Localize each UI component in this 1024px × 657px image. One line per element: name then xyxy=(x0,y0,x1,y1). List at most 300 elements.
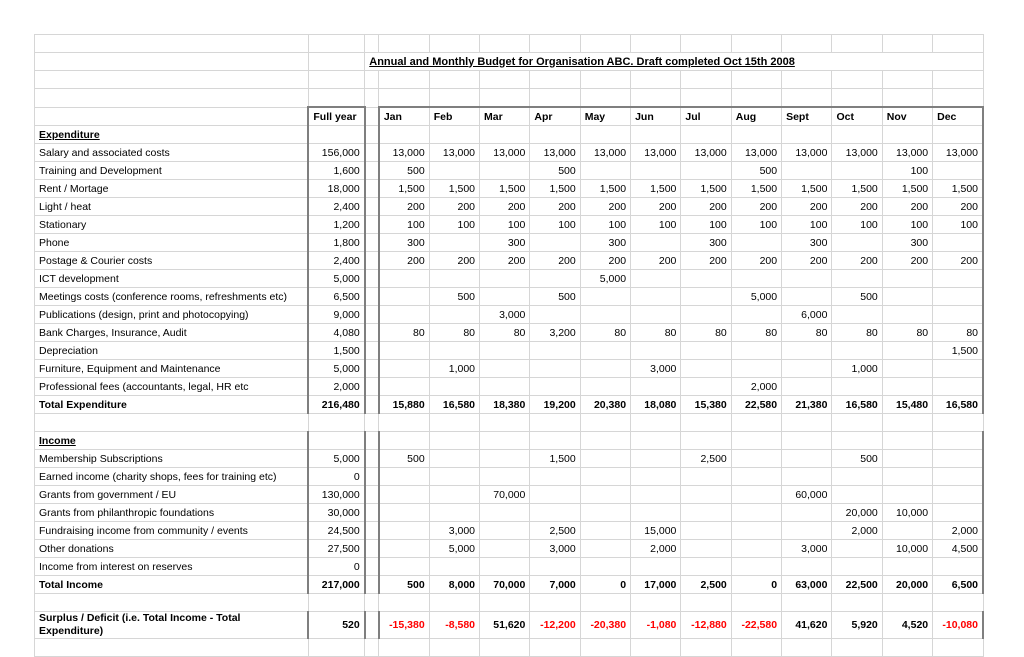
empty-cell[interactable] xyxy=(631,89,681,108)
row-month-value[interactable] xyxy=(933,162,983,180)
row-month-value[interactable] xyxy=(782,450,832,468)
row-label[interactable]: Phone xyxy=(35,234,309,252)
row-month-value[interactable] xyxy=(933,450,983,468)
row-month-value[interactable] xyxy=(933,504,983,522)
row-month-value[interactable] xyxy=(832,468,882,486)
row-month-value[interactable]: 3,000 xyxy=(631,360,681,378)
empty-cell[interactable] xyxy=(308,89,364,108)
row-month-value[interactable]: 13,000 xyxy=(782,144,832,162)
row-month-value[interactable] xyxy=(530,468,580,486)
empty-cell[interactable] xyxy=(832,126,882,144)
empty-cell[interactable] xyxy=(933,126,983,144)
total-expenditure-month-value[interactable]: 21,380 xyxy=(782,396,832,414)
row-month-value[interactable]: 1,500 xyxy=(933,342,983,360)
empty-cell[interactable] xyxy=(308,639,364,657)
empty-cell[interactable] xyxy=(933,71,983,89)
row-full-year-value[interactable]: 18,000 xyxy=(308,180,364,198)
row-month-value[interactable] xyxy=(631,468,681,486)
empty-cell[interactable] xyxy=(832,432,882,450)
empty-cell[interactable] xyxy=(933,594,983,612)
row-month-value[interactable] xyxy=(882,270,932,288)
row-month-value[interactable] xyxy=(631,558,681,576)
row-month-value[interactable]: 100 xyxy=(480,216,530,234)
empty-cell[interactable] xyxy=(580,89,630,108)
empty-cell[interactable] xyxy=(580,35,630,53)
row-month-value[interactable]: 80 xyxy=(882,324,932,342)
row-month-value[interactable]: 1,500 xyxy=(379,180,429,198)
row-label[interactable]: Income from interest on reserves xyxy=(35,558,309,576)
row-month-value[interactable]: 2,000 xyxy=(933,522,983,540)
row-month-value[interactable] xyxy=(530,306,580,324)
row-month-value[interactable]: 15,000 xyxy=(631,522,681,540)
row-label[interactable]: Furniture, Equipment and Maintenance xyxy=(35,360,309,378)
row-month-value[interactable] xyxy=(480,270,530,288)
row-label[interactable]: Stationary xyxy=(35,216,309,234)
row-month-value[interactable]: 100 xyxy=(832,216,882,234)
surplus-month-value[interactable]: -20,380 xyxy=(580,612,630,639)
row-month-value[interactable]: 2,000 xyxy=(631,540,681,558)
empty-cell[interactable] xyxy=(681,71,731,89)
empty-cell[interactable] xyxy=(35,594,309,612)
row-full-year-value[interactable]: 2,400 xyxy=(308,198,364,216)
row-month-value[interactable]: 3,000 xyxy=(530,540,580,558)
row-month-value[interactable] xyxy=(882,360,932,378)
empty-cell[interactable] xyxy=(882,639,932,657)
row-month-value[interactable]: 200 xyxy=(832,252,882,270)
empty-cell[interactable] xyxy=(35,53,309,71)
row-month-value[interactable]: 100 xyxy=(882,216,932,234)
empty-cell[interactable] xyxy=(35,414,309,432)
row-month-value[interactable] xyxy=(379,306,429,324)
row-month-value[interactable] xyxy=(429,378,479,396)
empty-cell[interactable] xyxy=(631,594,681,612)
row-month-value[interactable] xyxy=(480,450,530,468)
row-month-value[interactable] xyxy=(882,486,932,504)
empty-cell[interactable] xyxy=(429,126,479,144)
row-month-value[interactable] xyxy=(530,270,580,288)
row-month-value[interactable] xyxy=(429,234,479,252)
row-month-value[interactable] xyxy=(580,486,630,504)
row-month-value[interactable] xyxy=(379,522,429,540)
row-month-value[interactable] xyxy=(681,306,731,324)
row-month-value[interactable] xyxy=(631,378,681,396)
row-month-value[interactable]: 200 xyxy=(480,252,530,270)
row-month-value[interactable] xyxy=(882,468,932,486)
row-full-year-value[interactable]: 27,500 xyxy=(308,540,364,558)
row-month-value[interactable] xyxy=(480,558,530,576)
row-month-value[interactable] xyxy=(782,468,832,486)
row-month-value[interactable] xyxy=(480,360,530,378)
empty-cell[interactable] xyxy=(782,89,832,108)
row-full-year-value[interactable]: 2,400 xyxy=(308,252,364,270)
empty-cell[interactable] xyxy=(480,432,530,450)
row-month-value[interactable]: 200 xyxy=(882,252,932,270)
row-month-value[interactable]: 13,000 xyxy=(832,144,882,162)
row-label[interactable]: Professional fees (accountants, legal, HR etc xyxy=(35,378,309,396)
row-month-value[interactable] xyxy=(379,288,429,306)
total-income-month-value[interactable]: 8,000 xyxy=(429,576,479,594)
empty-cell[interactable] xyxy=(530,432,580,450)
row-month-value[interactable]: 10,000 xyxy=(882,540,932,558)
row-month-value[interactable]: 200 xyxy=(933,252,983,270)
row-full-year-value[interactable]: 1,600 xyxy=(308,162,364,180)
row-label[interactable]: Light / heat xyxy=(35,198,309,216)
row-month-value[interactable] xyxy=(379,558,429,576)
row-month-value[interactable] xyxy=(832,306,882,324)
row-month-value[interactable]: 200 xyxy=(429,252,479,270)
empty-cell[interactable] xyxy=(580,594,630,612)
row-month-value[interactable] xyxy=(832,162,882,180)
row-month-value[interactable]: 4,500 xyxy=(933,540,983,558)
row-month-value[interactable] xyxy=(832,234,882,252)
row-month-value[interactable]: 80 xyxy=(832,324,882,342)
row-month-value[interactable] xyxy=(580,162,630,180)
surplus-month-value[interactable]: -22,580 xyxy=(731,612,781,639)
empty-cell[interactable] xyxy=(631,432,681,450)
surplus-month-value[interactable]: -12,200 xyxy=(530,612,580,639)
row-month-value[interactable]: 1,500 xyxy=(480,180,530,198)
row-full-year-value[interactable]: 5,000 xyxy=(308,360,364,378)
empty-cell[interactable] xyxy=(308,594,364,612)
row-month-value[interactable]: 200 xyxy=(379,198,429,216)
row-label[interactable]: Publications (design, print and photocopying) xyxy=(35,306,309,324)
row-month-value[interactable]: 1,500 xyxy=(681,180,731,198)
row-month-value[interactable]: 500 xyxy=(379,162,429,180)
row-month-value[interactable]: 1,500 xyxy=(731,180,781,198)
total-income-month-value[interactable]: 17,000 xyxy=(631,576,681,594)
row-month-value[interactable] xyxy=(882,558,932,576)
empty-cell[interactable] xyxy=(782,639,832,657)
row-label[interactable]: Membership Subscriptions xyxy=(35,450,309,468)
row-month-value[interactable] xyxy=(681,162,731,180)
total-income-full-year[interactable]: 217,000 xyxy=(308,576,364,594)
empty-cell[interactable] xyxy=(429,71,479,89)
row-month-value[interactable]: 100 xyxy=(429,216,479,234)
row-month-value[interactable] xyxy=(530,360,580,378)
total-expenditure-month-value[interactable]: 16,580 xyxy=(429,396,479,414)
row-month-value[interactable] xyxy=(681,558,731,576)
row-month-value[interactable]: 80 xyxy=(782,324,832,342)
row-full-year-value[interactable]: 2,000 xyxy=(308,378,364,396)
row-month-value[interactable] xyxy=(530,378,580,396)
row-month-value[interactable]: 200 xyxy=(480,198,530,216)
empty-cell[interactable] xyxy=(681,639,731,657)
row-month-value[interactable]: 500 xyxy=(530,288,580,306)
empty-cell[interactable] xyxy=(480,639,530,657)
empty-cell[interactable] xyxy=(308,432,364,450)
empty-cell[interactable] xyxy=(480,35,530,53)
row-month-value[interactable]: 13,000 xyxy=(530,144,580,162)
row-month-value[interactable]: 300 xyxy=(480,234,530,252)
row-month-value[interactable] xyxy=(429,306,479,324)
row-month-value[interactable] xyxy=(580,342,630,360)
empty-cell[interactable] xyxy=(35,89,309,108)
row-month-value[interactable]: 100 xyxy=(681,216,731,234)
empty-cell[interactable] xyxy=(782,414,832,432)
empty-cell[interactable] xyxy=(530,89,580,108)
row-month-value[interactable] xyxy=(731,342,781,360)
row-month-value[interactable]: 80 xyxy=(480,324,530,342)
row-month-value[interactable]: 80 xyxy=(731,324,781,342)
row-month-value[interactable] xyxy=(429,450,479,468)
empty-cell[interactable] xyxy=(379,432,429,450)
row-month-value[interactable]: 100 xyxy=(580,216,630,234)
row-month-value[interactable] xyxy=(882,378,932,396)
total-expenditure-month-value[interactable]: 22,580 xyxy=(731,396,781,414)
row-month-value[interactable] xyxy=(681,504,731,522)
empty-cell[interactable] xyxy=(365,71,379,89)
row-month-value[interactable] xyxy=(681,486,731,504)
row-month-value[interactable] xyxy=(480,378,530,396)
total-income-month-value[interactable]: 20,000 xyxy=(882,576,932,594)
row-month-value[interactable]: 13,000 xyxy=(681,144,731,162)
row-full-year-value[interactable]: 4,080 xyxy=(308,324,364,342)
total-income-month-value[interactable]: 70,000 xyxy=(480,576,530,594)
empty-cell[interactable] xyxy=(681,126,731,144)
row-month-value[interactable] xyxy=(379,468,429,486)
row-month-value[interactable]: 200 xyxy=(429,198,479,216)
row-full-year-value[interactable]: 1,200 xyxy=(308,216,364,234)
row-month-value[interactable] xyxy=(631,342,681,360)
total-expenditure-month-value[interactable]: 16,580 xyxy=(933,396,983,414)
empty-cell[interactable] xyxy=(365,35,379,53)
empty-cell[interactable] xyxy=(580,126,630,144)
row-month-value[interactable]: 100 xyxy=(379,216,429,234)
total-income-month-value[interactable]: 0 xyxy=(731,576,781,594)
row-month-value[interactable]: 2,500 xyxy=(530,522,580,540)
row-month-value[interactable] xyxy=(782,504,832,522)
empty-cell[interactable] xyxy=(35,639,309,657)
empty-cell[interactable] xyxy=(580,432,630,450)
row-month-value[interactable]: 300 xyxy=(580,234,630,252)
row-month-value[interactable]: 1,500 xyxy=(882,180,932,198)
row-month-value[interactable]: 100 xyxy=(530,216,580,234)
row-month-value[interactable] xyxy=(782,342,832,360)
row-month-value[interactable] xyxy=(681,540,731,558)
row-month-value[interactable]: 70,000 xyxy=(480,486,530,504)
row-month-value[interactable]: 500 xyxy=(379,450,429,468)
empty-cell[interactable] xyxy=(365,639,379,657)
empty-cell[interactable] xyxy=(379,414,429,432)
row-month-value[interactable]: 80 xyxy=(933,324,983,342)
row-month-value[interactable]: 200 xyxy=(782,252,832,270)
empty-cell[interactable] xyxy=(933,639,983,657)
row-month-value[interactable]: 80 xyxy=(429,324,479,342)
empty-cell[interactable] xyxy=(882,432,932,450)
surplus-month-value[interactable]: 41,620 xyxy=(782,612,832,639)
empty-cell[interactable] xyxy=(882,414,932,432)
row-month-value[interactable]: 200 xyxy=(580,198,630,216)
row-full-year-value[interactable]: 130,000 xyxy=(308,486,364,504)
row-full-year-value[interactable]: 0 xyxy=(308,468,364,486)
row-month-value[interactable] xyxy=(580,378,630,396)
total-expenditure-month-value[interactable]: 15,880 xyxy=(379,396,429,414)
empty-cell[interactable] xyxy=(379,35,429,53)
row-month-value[interactable] xyxy=(882,288,932,306)
row-full-year-value[interactable]: 5,000 xyxy=(308,270,364,288)
row-month-value[interactable] xyxy=(580,558,630,576)
empty-cell[interactable] xyxy=(308,35,364,53)
row-month-value[interactable]: 5,000 xyxy=(429,540,479,558)
surplus-month-value[interactable]: 5,920 xyxy=(832,612,882,639)
row-full-year-value[interactable]: 9,000 xyxy=(308,306,364,324)
row-month-value[interactable] xyxy=(580,468,630,486)
row-month-value[interactable]: 500 xyxy=(832,450,882,468)
row-month-value[interactable] xyxy=(832,558,882,576)
empty-cell[interactable] xyxy=(731,414,781,432)
empty-cell[interactable] xyxy=(580,414,630,432)
row-month-value[interactable]: 2,000 xyxy=(731,378,781,396)
row-month-value[interactable]: 20,000 xyxy=(832,504,882,522)
row-month-value[interactable] xyxy=(832,378,882,396)
empty-cell[interactable] xyxy=(631,71,681,89)
empty-cell[interactable] xyxy=(429,432,479,450)
empty-cell[interactable] xyxy=(933,432,983,450)
row-month-value[interactable] xyxy=(480,288,530,306)
row-month-value[interactable]: 80 xyxy=(580,324,630,342)
surplus-month-value[interactable]: 51,620 xyxy=(480,612,530,639)
row-month-value[interactable]: 1,500 xyxy=(832,180,882,198)
row-full-year-value[interactable]: 0 xyxy=(308,558,364,576)
row-month-value[interactable] xyxy=(429,558,479,576)
row-month-value[interactable]: 200 xyxy=(782,198,832,216)
row-month-value[interactable]: 1,500 xyxy=(782,180,832,198)
row-month-value[interactable]: 500 xyxy=(429,288,479,306)
row-month-value[interactable]: 200 xyxy=(530,252,580,270)
empty-cell[interactable] xyxy=(782,432,832,450)
empty-cell[interactable] xyxy=(681,594,731,612)
row-month-value[interactable]: 300 xyxy=(681,234,731,252)
total-income-month-value[interactable]: 7,000 xyxy=(530,576,580,594)
row-month-value[interactable] xyxy=(933,234,983,252)
row-month-value[interactable]: 6,000 xyxy=(782,306,832,324)
row-month-value[interactable] xyxy=(681,270,731,288)
row-full-year-value[interactable]: 30,000 xyxy=(308,504,364,522)
empty-cell[interactable] xyxy=(530,71,580,89)
row-month-value[interactable]: 200 xyxy=(631,252,681,270)
row-month-value[interactable] xyxy=(731,306,781,324)
empty-cell[interactable] xyxy=(308,414,364,432)
row-month-value[interactable] xyxy=(530,342,580,360)
empty-cell[interactable] xyxy=(681,414,731,432)
row-month-value[interactable] xyxy=(832,270,882,288)
row-month-value[interactable] xyxy=(933,378,983,396)
row-month-value[interactable] xyxy=(782,360,832,378)
empty-cell[interactable] xyxy=(731,126,781,144)
row-month-value[interactable] xyxy=(882,522,932,540)
row-label[interactable]: Rent / Mortage xyxy=(35,180,309,198)
row-full-year-value[interactable]: 1,500 xyxy=(308,342,364,360)
row-month-value[interactable] xyxy=(580,360,630,378)
row-month-value[interactable] xyxy=(782,270,832,288)
row-full-year-value[interactable]: 1,800 xyxy=(308,234,364,252)
row-month-value[interactable]: 5,000 xyxy=(731,288,781,306)
row-month-value[interactable] xyxy=(480,522,530,540)
row-month-value[interactable] xyxy=(480,504,530,522)
row-month-value[interactable] xyxy=(933,288,983,306)
empty-cell[interactable] xyxy=(429,639,479,657)
total-expenditure-month-value[interactable]: 15,480 xyxy=(882,396,932,414)
total-income-month-value[interactable]: 2,500 xyxy=(681,576,731,594)
empty-cell[interactable] xyxy=(365,414,379,432)
row-label[interactable]: Bank Charges, Insurance, Audit xyxy=(35,324,309,342)
row-month-value[interactable] xyxy=(631,504,681,522)
empty-cell[interactable] xyxy=(530,414,580,432)
empty-cell[interactable] xyxy=(832,89,882,108)
empty-cell[interactable] xyxy=(35,35,309,53)
row-month-value[interactable] xyxy=(480,342,530,360)
row-month-value[interactable]: 13,000 xyxy=(429,144,479,162)
empty-cell[interactable] xyxy=(631,414,681,432)
row-month-value[interactable] xyxy=(580,450,630,468)
row-label[interactable]: Grants from government / EU xyxy=(35,486,309,504)
row-month-value[interactable]: 200 xyxy=(731,198,781,216)
row-label[interactable]: ICT development xyxy=(35,270,309,288)
empty-cell[interactable] xyxy=(480,71,530,89)
total-income-month-value[interactable]: 22,500 xyxy=(832,576,882,594)
row-month-value[interactable] xyxy=(731,270,781,288)
row-month-value[interactable]: 200 xyxy=(832,198,882,216)
row-month-value[interactable] xyxy=(580,540,630,558)
row-month-value[interactable] xyxy=(631,486,681,504)
surplus-full-year[interactable]: 520 xyxy=(308,612,364,639)
total-expenditure-month-value[interactable]: 19,200 xyxy=(530,396,580,414)
row-month-value[interactable]: 500 xyxy=(832,288,882,306)
row-month-value[interactable] xyxy=(379,342,429,360)
row-month-value[interactable] xyxy=(731,234,781,252)
row-month-value[interactable] xyxy=(379,504,429,522)
row-month-value[interactable]: 100 xyxy=(882,162,932,180)
row-month-value[interactable] xyxy=(480,162,530,180)
surplus-month-value[interactable]: -1,080 xyxy=(631,612,681,639)
row-month-value[interactable] xyxy=(379,360,429,378)
row-month-value[interactable]: 200 xyxy=(933,198,983,216)
row-month-value[interactable] xyxy=(731,504,781,522)
row-month-value[interactable]: 200 xyxy=(882,198,932,216)
row-month-value[interactable]: 100 xyxy=(631,216,681,234)
empty-cell[interactable] xyxy=(832,639,882,657)
row-month-value[interactable] xyxy=(429,270,479,288)
row-month-value[interactable] xyxy=(580,288,630,306)
row-month-value[interactable]: 2,500 xyxy=(681,450,731,468)
row-month-value[interactable] xyxy=(882,306,932,324)
row-month-value[interactable]: 13,000 xyxy=(379,144,429,162)
row-month-value[interactable] xyxy=(933,270,983,288)
row-month-value[interactable] xyxy=(882,450,932,468)
row-month-value[interactable] xyxy=(429,342,479,360)
total-expenditure-month-value[interactable]: 18,080 xyxy=(631,396,681,414)
row-month-value[interactable]: 200 xyxy=(731,252,781,270)
row-full-year-value[interactable]: 24,500 xyxy=(308,522,364,540)
row-month-value[interactable] xyxy=(580,306,630,324)
row-month-value[interactable] xyxy=(782,162,832,180)
surplus-month-value[interactable]: -15,380 xyxy=(379,612,429,639)
row-month-value[interactable] xyxy=(379,486,429,504)
row-month-value[interactable]: 500 xyxy=(530,162,580,180)
row-month-value[interactable] xyxy=(933,468,983,486)
row-month-value[interactable] xyxy=(832,486,882,504)
empty-cell[interactable] xyxy=(365,594,379,612)
surplus-month-value[interactable]: -8,580 xyxy=(429,612,479,639)
empty-cell[interactable] xyxy=(480,594,530,612)
row-month-value[interactable]: 1,500 xyxy=(530,450,580,468)
row-month-value[interactable]: 5,000 xyxy=(580,270,630,288)
empty-cell[interactable] xyxy=(631,126,681,144)
row-month-value[interactable]: 13,000 xyxy=(933,144,983,162)
empty-cell[interactable] xyxy=(832,594,882,612)
row-label[interactable]: Postage & Courier costs xyxy=(35,252,309,270)
row-month-value[interactable] xyxy=(631,450,681,468)
